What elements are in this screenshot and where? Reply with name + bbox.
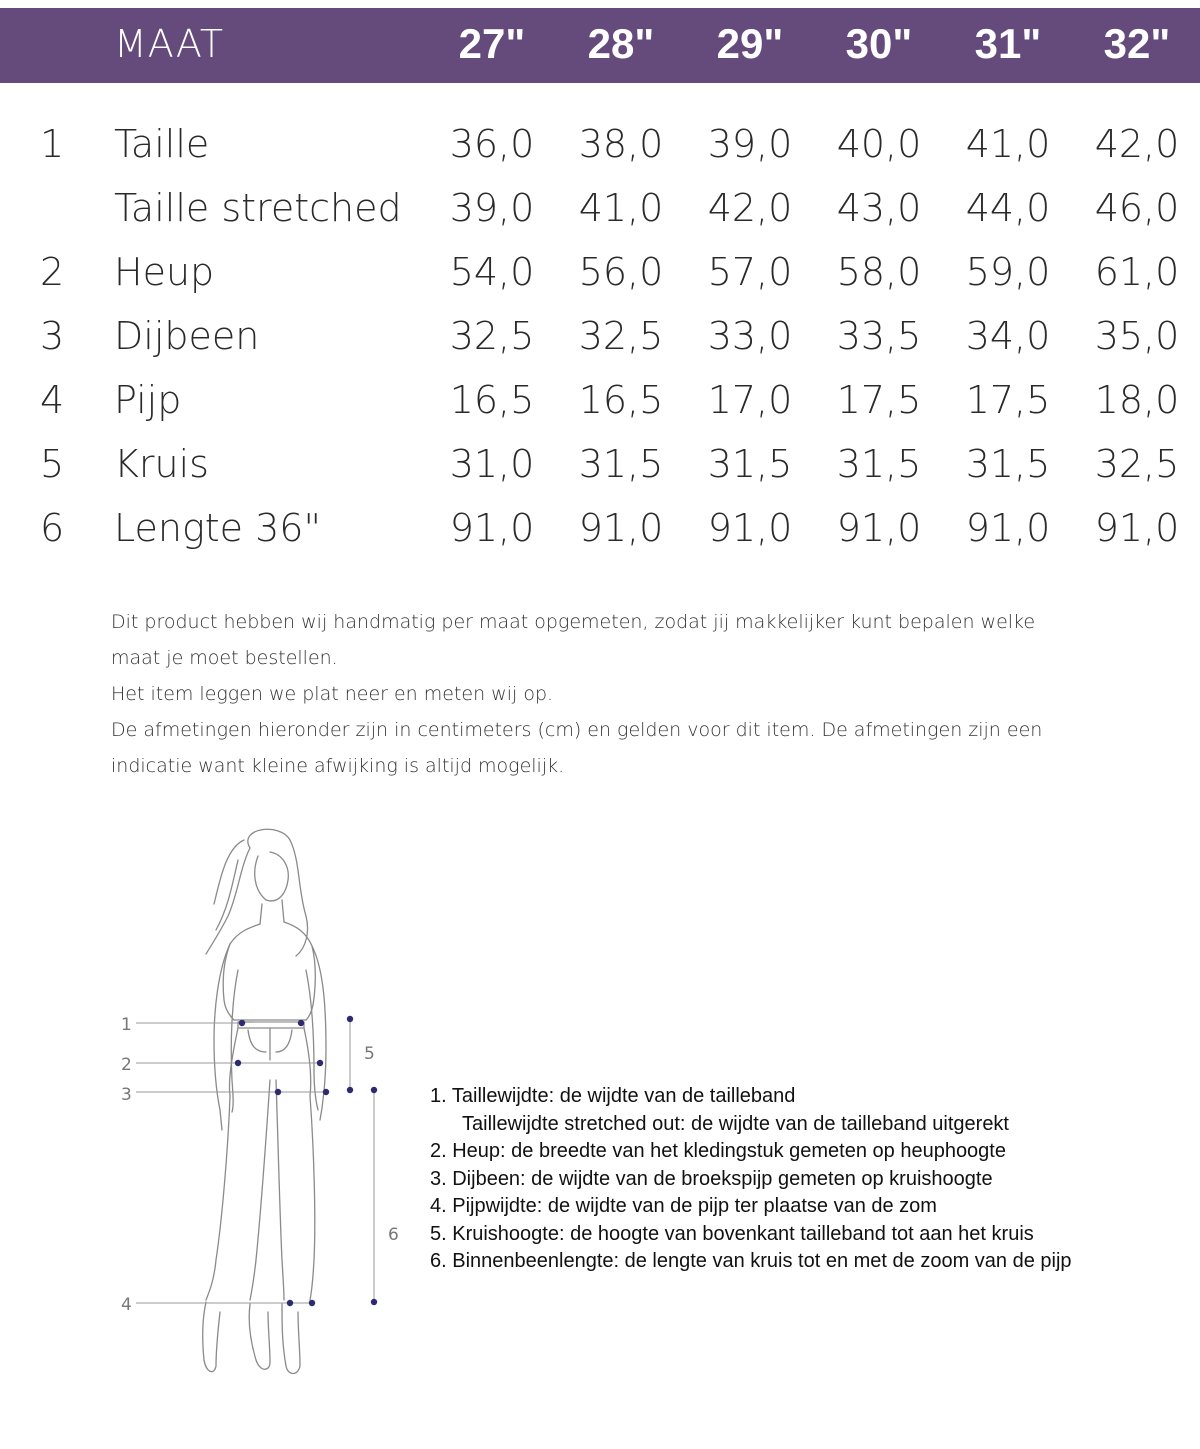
table-cell: 17,5 — [965, 378, 1051, 422]
table-cell: 33,0 — [707, 314, 793, 358]
row-number: 1 — [40, 122, 65, 166]
notes-line: indicatie want kleine afwijking is altijd mogelijk. — [111, 755, 565, 777]
size-header-29: 29" — [716, 20, 784, 67]
table-cell: 31,5 — [965, 442, 1051, 486]
table-cell: 57,0 — [707, 250, 793, 294]
figure-label-2: 2 — [121, 1055, 132, 1075]
figure-label-4: 4 — [121, 1295, 132, 1315]
table-cell: 32,5 — [449, 314, 535, 358]
size-header-27: 27" — [458, 20, 526, 67]
table-cell: 91,0 — [1094, 506, 1180, 550]
table-cell: 16,5 — [578, 378, 664, 422]
row-label: Taille — [114, 122, 210, 166]
table-cell: 31,5 — [707, 442, 793, 486]
table-cell: 91,0 — [578, 506, 664, 550]
size-header-28: 28" — [587, 20, 655, 67]
table-cell: 39,0 — [707, 122, 793, 166]
row-number: 6 — [40, 506, 65, 550]
table-row — [0, 250, 1200, 310]
table-cell: 36,0 — [449, 122, 535, 166]
woman-jeans-measurement-illustration-icon — [110, 820, 410, 1400]
table-cell: 91,0 — [449, 506, 535, 550]
table-cell: 32,5 — [578, 314, 664, 358]
table-cell: 35,0 — [1094, 314, 1180, 358]
table-cell: 42,0 — [707, 186, 793, 230]
table-cell: 56,0 — [578, 250, 664, 294]
table-cell: 17,5 — [836, 378, 922, 422]
figure-label-5: 5 — [364, 1044, 375, 1064]
notes-line: maat je moet bestellen. — [111, 647, 338, 669]
table-cell: 32,5 — [1094, 442, 1180, 486]
row-number: 4 — [40, 378, 65, 422]
size-header-bar — [0, 8, 1200, 83]
legend-item: 2. Heup: de breedte van het kledingstuk gemeten op heuphoogte — [430, 1140, 1006, 1162]
row-number: 5 — [40, 442, 65, 486]
table-cell: 31,0 — [449, 442, 535, 486]
table-cell: 18,0 — [1094, 378, 1180, 422]
table-cell: 31,5 — [836, 442, 922, 486]
table-cell: 58,0 — [836, 250, 922, 294]
table-row — [0, 314, 1200, 374]
table-row — [0, 506, 1200, 566]
legend-item: 6. Binnenbeenlengte: de lengte van kruis tot en met de zoom van de pijp — [430, 1250, 1072, 1272]
table-row — [0, 442, 1200, 502]
table-row — [0, 186, 1200, 246]
table-cell: 91,0 — [965, 506, 1051, 550]
figure-label-6: 6 — [388, 1225, 399, 1245]
table-cell: 33,5 — [836, 314, 922, 358]
notes-line: Dit product hebben wij handmatig per maat opgemeten, zodat jij makkelijker kunt bepalen welke — [111, 611, 1036, 633]
legend-item: 3. Dijbeen: de wijdte van de broekspijp gemeten op kruishoogte — [430, 1167, 993, 1190]
notes-line: De afmetingen hieronder zijn in centimeters (cm) en gelden voor dit item. De afmetingen zijn een — [111, 719, 1043, 741]
table-cell: 42,0 — [1094, 122, 1180, 166]
table-cell: 54,0 — [449, 250, 535, 294]
legend-item: 1. Taillewijdte: de wijdte van de tailleband — [430, 1085, 796, 1107]
legend-item: 5. Kruishoogte: de hoogte van bovenkant tailleband tot aan het kruis — [430, 1222, 1034, 1245]
table-cell: 41,0 — [965, 122, 1051, 166]
row-label: Dijbeen — [114, 314, 260, 358]
figure-label-3: 3 — [121, 1085, 132, 1105]
table-cell: 39,0 — [449, 186, 535, 230]
table-cell: 31,5 — [578, 442, 664, 486]
table-cell: 46,0 — [1094, 186, 1180, 230]
table-cell: 43,0 — [836, 186, 922, 230]
row-label: Heup — [114, 250, 215, 294]
table-cell: 91,0 — [707, 506, 793, 550]
table-cell: 91,0 — [836, 506, 922, 550]
row-label: Kruis — [114, 442, 209, 486]
figure-label-1: 1 — [121, 1015, 132, 1035]
table-cell: 17,0 — [707, 378, 793, 422]
table-cell: 34,0 — [965, 314, 1051, 358]
table-cell: 44,0 — [965, 186, 1051, 230]
row-label: Pijp — [114, 378, 182, 422]
size-header-32: 32" — [1103, 20, 1171, 67]
notes-line: Het item leggen we plat neer en meten wij op. — [111, 683, 554, 705]
row-label: Taille stretched — [114, 186, 402, 230]
row-label: Lengte 36" — [114, 506, 321, 550]
table-cell: 61,0 — [1094, 250, 1180, 294]
size-header-label: MAAT — [114, 22, 225, 66]
table-cell: 40,0 — [836, 122, 922, 166]
legend-item: 4. Pijpwijdte: de wijdte van de pijp ter plaatse van de zom — [430, 1195, 937, 1217]
measurement-notes — [111, 604, 1091, 784]
measurement-legend — [430, 1083, 1190, 1276]
table-cell: 16,5 — [449, 378, 535, 422]
table-cell: 59,0 — [965, 250, 1051, 294]
size-header-31: 31" — [974, 20, 1042, 67]
table-cell: 41,0 — [578, 186, 664, 230]
legend-item: Taillewijdte stretched out: de wijdte van de tailleband uitgerekt — [462, 1112, 1009, 1135]
row-number: 2 — [40, 250, 65, 294]
table-row — [0, 122, 1200, 182]
table-cell: 38,0 — [578, 122, 664, 166]
row-number: 3 — [40, 314, 65, 358]
table-row — [0, 378, 1200, 438]
size-header-30: 30" — [845, 20, 913, 67]
